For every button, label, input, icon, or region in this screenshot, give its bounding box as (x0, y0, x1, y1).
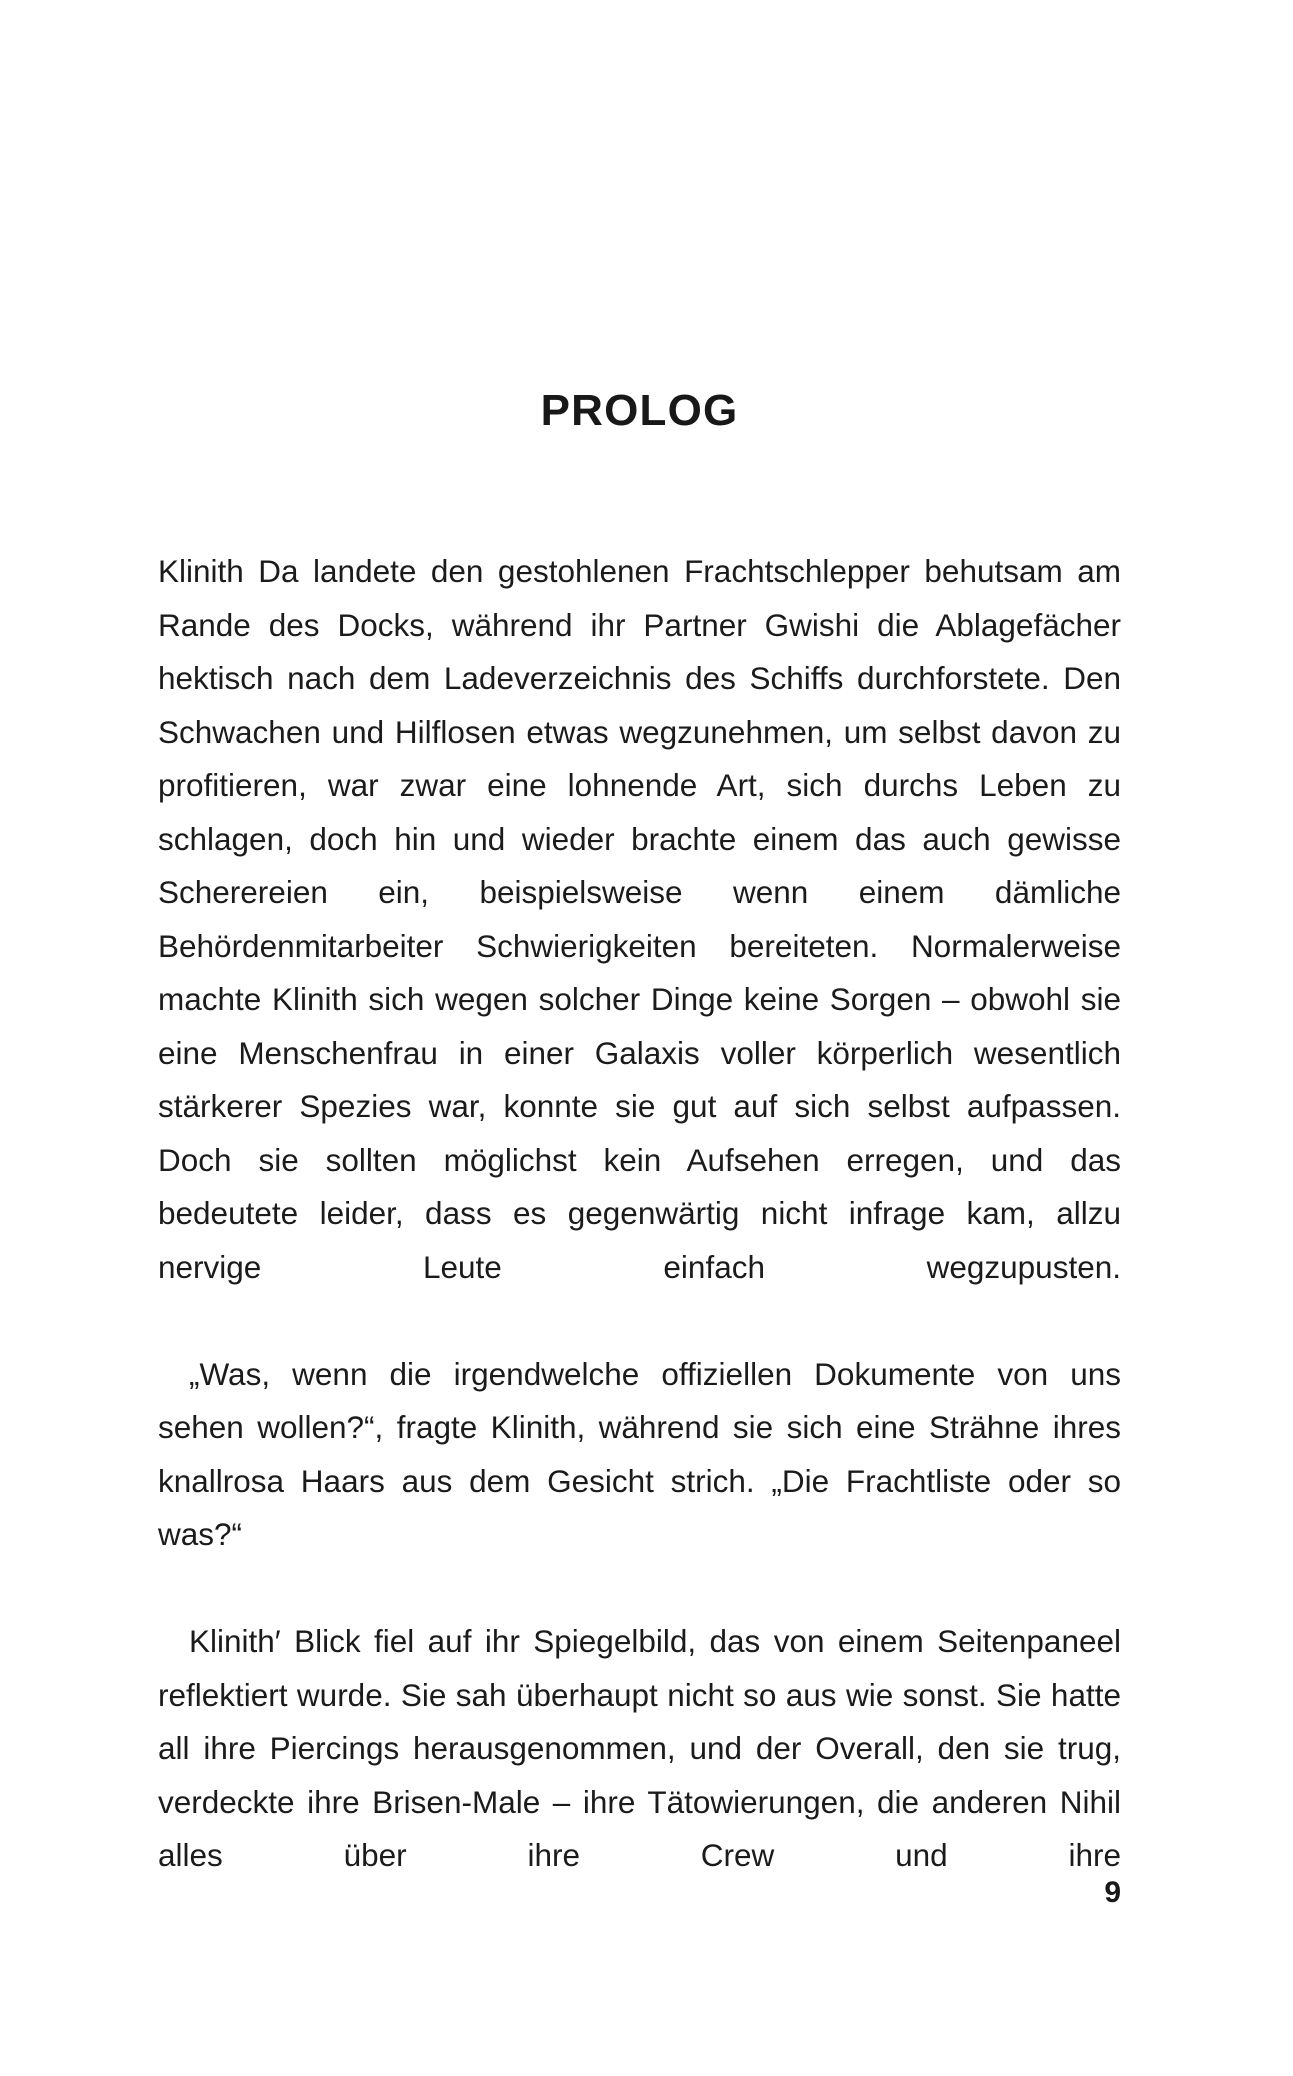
chapter-title: PROLOG (540, 386, 739, 436)
paragraph-3: Klinith′ Blick fiel auf ihr Spiegelbild, das von einem Seitenpaneel reflektiert wurde. Sie sah überhaupt nicht so aus wie sonst. Sie hatte all ihre Piercings herausgenommen, und der Overall, den sie trug, verdeckte ihre Brisen-Male – ihre Tätowierungen, die anderen Nihil alles über ihre Crew und ihre (158, 1623, 1121, 1873)
page-number: 9 (1104, 1876, 1121, 1909)
paragraph-1: Klinith Da landete den gestohlenen Frachtschlepper behutsam am Rande des Docks, während ihr Partner Gwishi die Ablagefächer hektisch nach dem Ladeverzeichnis des Schiffs durchforstete. Den Schwachen und Hilflosen etwas wegzunehmen, um selbst davon zu profitieren, war zwar eine lohnende Art, sich durchs Leben zu schlagen, doch hin und wieder brachte einem das auch gewisse Scherereien ein, beispielsweise wenn einem dämliche Behördenmitarbeiter Schwierigkeiten bereiteten. Normalerweise machte Klinith sich wegen solcher Dinge keine Sorgen – obwohl sie eine Menschenfrau in einer Galaxis voller körperlich wesentlich stärkerer Spezies war, konnte sie gut auf sich selbst aufpassen. Doch sie sollten möglichst kein Aufsehen erregen, und das bedeutete leider, dass es gegenwärtig nicht infrage kam, allzu nervige Leute einfach wegzupusten. (158, 553, 1121, 1285)
body-text-column (158, 545, 1121, 1936)
paragraph-2: „Was, wenn die irgendwelche offiziellen Dokumente von uns sehen wollen?“, fragte Klinith, während sie sich eine Strähne ihres knallrosa Haars aus dem Gesicht strich. „Die Frachtliste oder so was?“ (158, 1355, 1121, 1552)
